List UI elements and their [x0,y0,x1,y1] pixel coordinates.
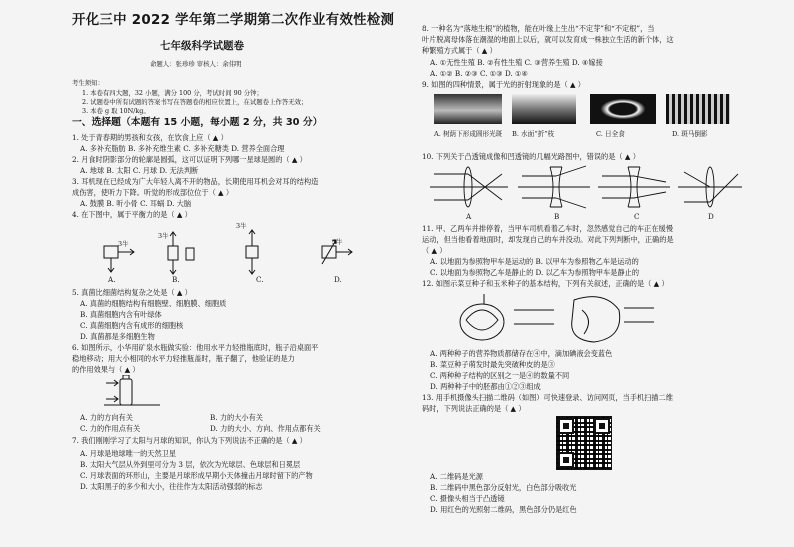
option-line: C. 以地面为参照物乙车是静止的 D. 以乙车为参照物甲车是静止的 [430,268,640,277]
q9-caption-a: A. 树荫下形成圆形光斑 [434,130,503,138]
q6-option-d: D. 力的大小、方向、作用点都有关 [210,424,321,433]
option-line: C. 两种种子结构的区别之一是④的数量不同 [430,371,570,380]
question-line: 4. 在下图中，属于平衡力的是（ ▲ ） [72,210,192,219]
q9-caption-b: B. 水面“折”枝 [512,130,555,138]
force-label: 3牛 [118,240,129,248]
qr-code-image [556,416,612,470]
question-line: 7. 我们刚刚学习了太阳与月球的知识，你认为下列说法不正确的是（ ▲ ） [72,436,307,445]
exam-authors: 命题人：张珍珍 审核人：余伟明 [150,60,242,68]
q6-option-a: A. 力的方向有关 [80,413,133,422]
option-line: C. 摄像头相当于凸透镜 [430,494,505,503]
q4-option-c: C. [256,275,264,284]
option-line: A. ①② B. ②③ C. ①③ D. ①④ [430,69,528,78]
q4-option-a: A. [108,275,116,284]
exam-title: 开化三中 2022 学年第二学期第二次作业有效性检测 [72,13,395,28]
option-line: A. ①无性生殖 B. ②有性生殖 C. ③营养生殖 D. ④嫁接 [430,58,603,67]
question-line: 种繁殖方式属于（ ▲ ） [422,46,497,55]
q10-option-b: B [554,212,560,221]
question-line: 成伤害，使听力下降。听觉的形成部位位于（ ▲ ） [72,188,234,197]
q12-seed-diagrams [454,290,694,346]
question-line: 13. 用手机摄像头扫描二维码（如图）可快速登录、访问网页，当手机扫描二维 [422,393,673,402]
option-line: B. 太阳大气层从外到里可分为 3 层，依次为光球层、色球层和日冕层 [80,460,301,469]
option-line: C. 月球表面的环形山，主要是月球形成早期小天体撞击月球时留下的产物 [80,471,313,480]
question-line: 的作用效果与（ ▲ ） [72,365,140,374]
option-line: D. 真菌都是多细胞生物 [80,332,155,341]
exam-subtitle: 七年级科学试题卷 [160,40,244,52]
question-line: 3. 耳机现在已经成为广大年轻人离不开的物品，长期使用耳机会对耳的结构造 [72,177,319,186]
force-label: 3牛 [158,232,169,240]
q9-photo-a [434,94,502,124]
q9-photo-b [512,94,576,124]
q10-option-d: D [708,212,714,221]
question-line: 6. 如图所示，小华用矿泉水瓶做实验：他用水平力轻推瓶底时，瓶子沿桌面平 [72,343,319,352]
question-line: 12. 如图示菜豆种子和玉米种子的基本结构，下列有关叙述，正确的是（ ▲ ） [422,279,669,288]
q10-option-c: C [634,212,640,221]
option-line: D. 太阳黑子的多少和大小，往往作为太阳活动强弱的标志 [80,482,263,491]
question-line: 5. 真菌比细菌结构复杂之处是（ ▲ ） [72,288,192,297]
option-line: B. 菜豆种子萌发时最先突破种皮的是③ [430,360,555,369]
question-line: 2. 月食时阴影部分的轮廓是圆弧，这可以证明下列哪一星球是圆的（ ▲ ） [72,155,307,164]
question-line: 9. 如图的四种情景，属于光的折射现象的是（ ▲ ） [422,80,585,89]
option-line: A. 真菌的细胞结构有细胞壁、细胞膜、细胞质 [80,299,227,308]
q4-option-b: B. [172,275,180,284]
option-line: B. 二维码中黑色部分反射光，白色部分吸收光 [430,483,577,492]
q6-bottle-figure [100,375,170,411]
q9-caption-d: D. 斑马倒影 [672,130,708,138]
q6-option-b: B. 力的大小有关 [210,413,263,422]
question-line: 运动，但当他看着地面时，却发现自己的车并没动。对此下列判断中，正确的是 [422,235,674,244]
notes-item: 3. 本卷 g 取 10N/kg。 [82,107,150,115]
option-line: D. 两种种子中的胚都由①②③组成 [430,382,541,391]
question-line: 11. 甲、乙两车并排停着，当甲车司机看着乙车时，忽然感觉自己的车正在缓慢 [422,224,673,233]
q10-lens-diagrams [430,162,742,212]
q6-option-c: C. 力的作用点有关 [80,424,141,433]
option-line: A. 月球是地球唯一的天然卫星 [80,449,177,458]
notes-item: 2. 试题卷中所有试题的答案书写在答题卷的相应位置上，在试题卷上作答无效； [82,98,308,106]
q10-option-a: A [466,212,472,221]
option-line: A. 多补充脂肪 B. 多补充维生素 C. 多补充糖类 D. 营养全面合理 [80,144,285,153]
force-label: 3牛 [332,238,343,246]
question-line: 叶片脱离母体落在潮湿的地面上以后，就可以发育成一株独立生活的新个体，这 [422,35,674,44]
q9-photo-d [666,94,730,124]
question-line: 1. 处于青春期的男孩和女孩，在饮食上应（ ▲ ） [72,133,228,142]
option-line: C. 真菌细胞内含有成形的细胞核 [80,321,184,330]
option-line: A. 以地面为参照物甲车是运动的 B. 以甲车为参照物乙车是运动的 [430,257,639,266]
notes-item: 1. 本卷有四大题，32 小题，满分 100 分，考试时间 90 分钟； [82,89,263,97]
q9-photo-c [590,94,656,124]
section-heading: 一、选择题（本题有 15 小题，每小题 2 分，共 30 分） [72,117,323,128]
option-line: A. 二维码是光源 [430,472,483,481]
question-line: （ ▲ ） [422,246,447,255]
q4-option-d: D. [334,275,342,284]
option-line: A. 地球 B. 太阳 C. 月球 D. 无法判断 [80,166,199,175]
option-line: D. 用红色的光照射二维码，黑色部分仍是红色 [430,505,577,514]
option-line: A. 两种种子的营养物质都储存在④中，滴加碘液会变蓝色 [430,349,613,358]
question-line: 8. 一种名为“落地生根”的植物，能在叶缘上生出“不定芽”和“不定根”，当 [422,24,655,33]
force-label: 3牛 [236,222,247,230]
option-line: A. 鼓膜 B. 听小骨 C. 耳蜗 D. 大脑 [80,199,192,208]
q9-caption-c: C. 日全食 [596,130,625,138]
question-line: 稳地移动；用大小相同的水平力轻推瓶盖时，瓶子翻了，他验证的是力 [72,354,295,363]
question-line: 码时，下列说法正确的是（ ▲ ） [422,404,526,413]
notes-heading: 考生须知： [72,79,104,87]
option-line: B. 真菌细胞内含有叶绿体 [80,310,162,319]
question-line: 10. 下列关于凸透镜成像和凹透镜的几幅光路图中，错误的是（ ▲ ） [422,152,640,161]
q4-force-diagrams [90,224,390,284]
